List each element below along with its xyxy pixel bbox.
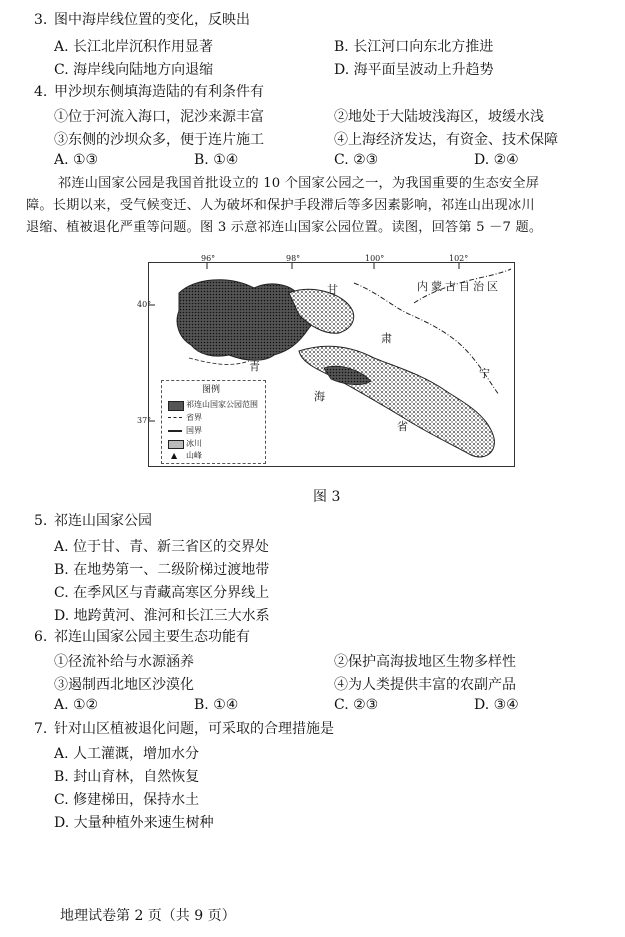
q6-option-b: B. ①④ xyxy=(194,697,239,713)
q5-stem: 祁连山国家公园 xyxy=(54,513,152,529)
park-area-east xyxy=(299,346,494,457)
page-footer: 地理试卷第 2 页（共 9 页） xyxy=(60,908,236,924)
legend-line-border xyxy=(168,430,182,432)
q6-number: 6. xyxy=(34,629,48,645)
q4-item-1: ①位于河流入海口，泥沙来源丰富 xyxy=(54,109,264,125)
label-gan: 甘 xyxy=(327,283,338,296)
qilian-map xyxy=(137,254,515,467)
q6-option-d: D. ③④ xyxy=(474,697,519,713)
q5-option-b: B. 在地势第一、二级阶梯过渡地带 xyxy=(54,562,270,578)
label-neimenggu: 内蒙古自治区 xyxy=(417,280,501,293)
legend-item-peak: 山峰 xyxy=(186,451,202,460)
q3-option-d: D. 海平面呈波动上升趋势 xyxy=(334,62,494,78)
q6-option-a: A. ①② xyxy=(54,697,99,713)
q4-item-2: ②地处于大陆坡浅海区，坡缓水浅 xyxy=(334,109,544,125)
q4-item-3: ③东侧的沙坝众多，便于连片施工 xyxy=(54,132,264,148)
q3-number: 3. xyxy=(34,12,48,28)
q7-option-d: D. 大量种植外来速生树种 xyxy=(54,815,214,831)
legend-item-glacier: 冰川 xyxy=(186,439,202,448)
q6-item-2: ②保护高海拔地区生物多样性 xyxy=(334,654,516,670)
q4-stem: 甲沙坝东侧填海造陆的有利条件有 xyxy=(54,84,264,100)
lon-label-98: 98° xyxy=(286,254,301,263)
label-hai: 海 xyxy=(314,390,325,403)
legend-title: 图例 xyxy=(202,385,221,395)
label-qing: 青 xyxy=(249,360,260,373)
q6-item-3: ③遏制西北地区沙漠化 xyxy=(54,677,194,693)
passage-line-1: 祁连山国家公园是我国首批设立的 10 个国家公园之一，为我国重要的生态安全屏 xyxy=(58,176,540,191)
q5-option-a: A. 位于甘、青、新三省区的交界处 xyxy=(54,539,270,555)
label-sheng: 省 xyxy=(397,420,408,433)
legend-item-border: 国界 xyxy=(186,426,202,435)
passage-line-2: 障。长期以来，受气候变迁、人为破坏和保护手段滞后等多因素影响，祁连山出现冰川 xyxy=(26,198,535,213)
legend-line-province xyxy=(168,417,182,418)
q3-option-a: A. 长江北岸沉积作用显著 xyxy=(54,39,214,55)
q6-item-1: ①径流补给与水源涵养 xyxy=(54,654,194,670)
q4-option-c: C. ②③ xyxy=(334,152,379,168)
q3-option-b: B. 长江河口向东北方推进 xyxy=(334,39,494,55)
lon-label-96: 96° xyxy=(201,254,216,263)
q6-option-c: C. ②③ xyxy=(334,697,379,713)
q5-option-c: C. 在季风区与青藏高寒区分界线上 xyxy=(54,585,270,601)
q5-option-d: D. 地跨黄河、淮河和长江三大水系 xyxy=(54,608,270,624)
q4-option-b: B. ①④ xyxy=(194,152,239,168)
label-ning: 宁 xyxy=(479,367,490,380)
q7-option-c: C. 修建梯田，保持水土 xyxy=(54,792,200,808)
q6-item-4: ④为人类提供丰富的农副产品 xyxy=(334,677,516,693)
q4-option-d: D. ②④ xyxy=(474,152,519,168)
q3-option-c: C. 海岸线向陆地方向退缩 xyxy=(54,62,214,78)
legend-swatch-glacier xyxy=(168,440,184,449)
q6-stem: 祁连山国家公园主要生态功能有 xyxy=(54,629,250,645)
lat-label-37: 37° xyxy=(137,416,152,425)
q7-option-b: B. 封山育林，自然恢复 xyxy=(54,769,200,785)
lat-label-40: 40° xyxy=(137,300,152,309)
q4-item-4: ④上海经济发达，有资金、技术保障 xyxy=(334,132,558,148)
legend-item-province: 省界 xyxy=(186,413,202,422)
q3-stem: 图中海岸线位置的变化，反映出 xyxy=(54,12,250,28)
q7-number: 7. xyxy=(34,721,48,737)
map-legend xyxy=(161,380,266,464)
legend-item-park: 祁连山国家公园范围 xyxy=(186,400,258,409)
q4-option-a: A. ①③ xyxy=(54,152,99,168)
q7-option-a: A. 人工灌溉，增加水分 xyxy=(54,746,200,762)
figure-caption: 图 3 xyxy=(313,489,341,505)
legend-swatch-park xyxy=(168,401,184,411)
q4-number: 4. xyxy=(34,84,48,100)
label-su: 肃 xyxy=(381,332,392,345)
lon-label-102: 102° xyxy=(449,254,469,263)
q7-stem: 针对山区植被退化问题，可采取的合理措施是 xyxy=(54,721,334,737)
lon-label-100: 100° xyxy=(365,254,385,263)
passage-line-3: 退缩、植被退化严重等问题。图 3 示意祁连山国家公园位置。读图，回答第 5 －7 题。 xyxy=(26,220,543,235)
mountain-peak-icon: ▲ xyxy=(171,451,178,460)
q5-number: 5. xyxy=(34,513,48,529)
